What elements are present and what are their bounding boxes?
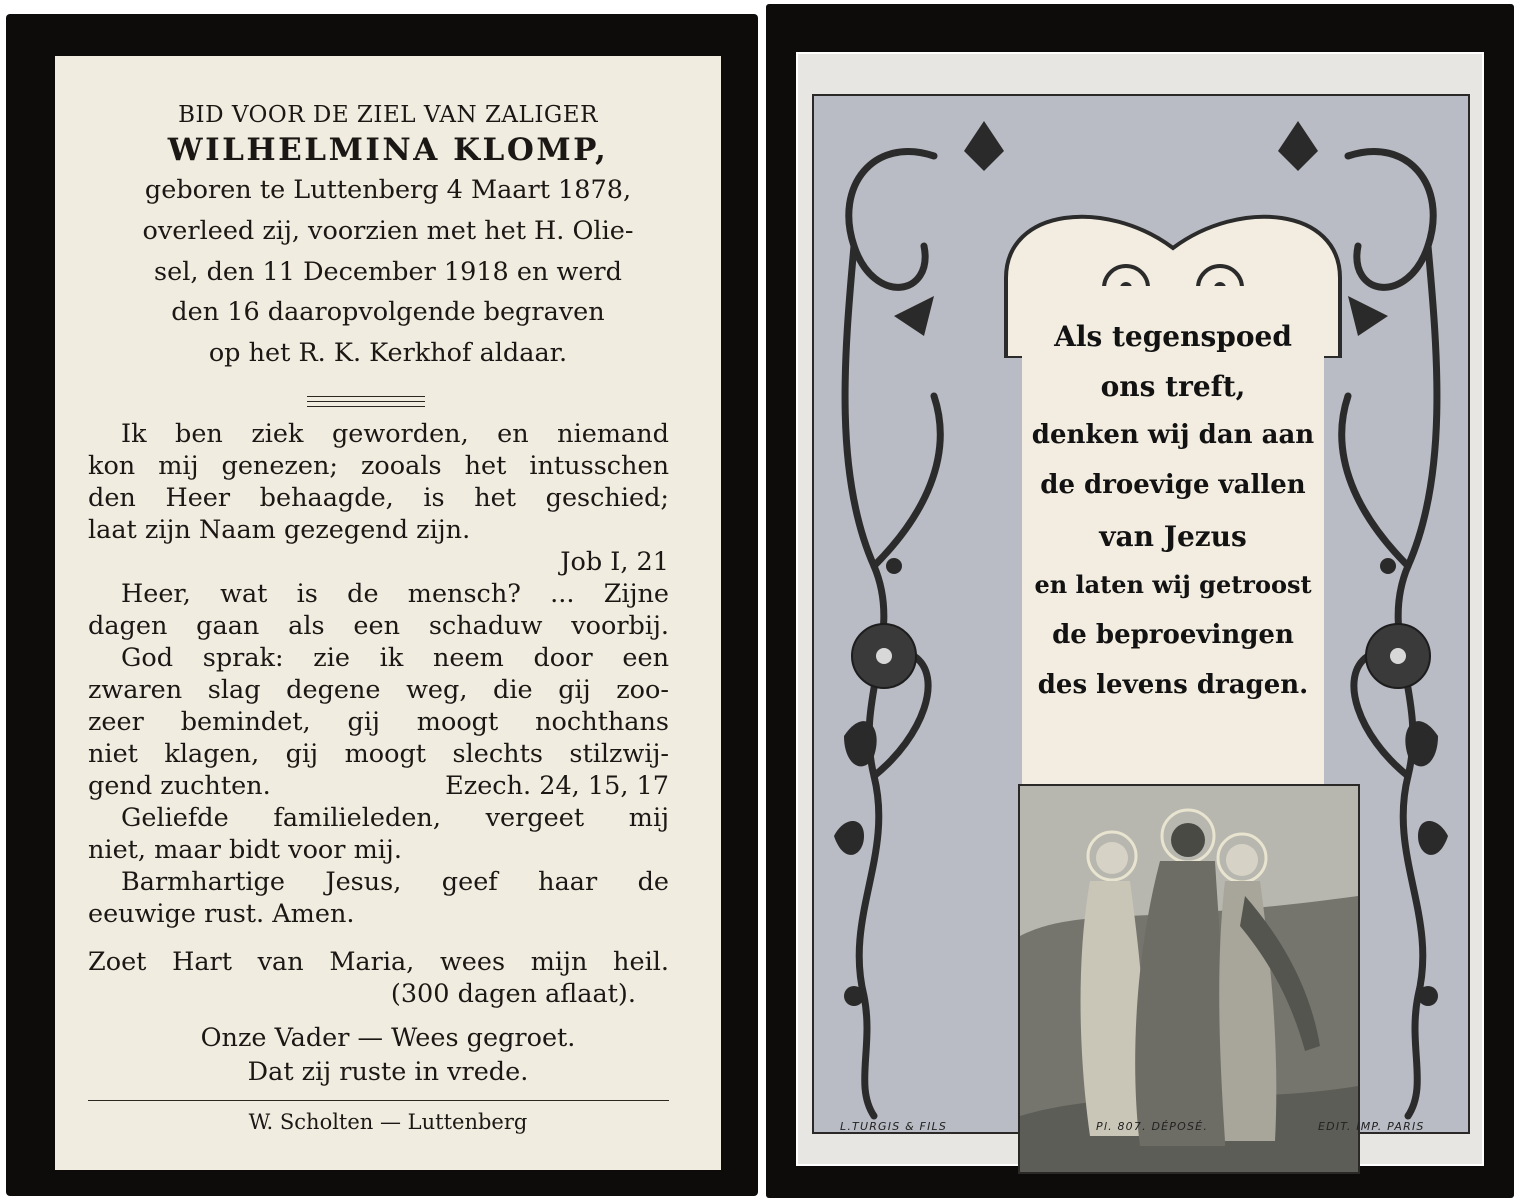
verse-line: van Jezus <box>1099 520 1247 553</box>
verse-line: Als tegenspoed <box>1054 320 1292 353</box>
verse-line: des levens dragen. <box>1037 670 1309 700</box>
memorial-card-image-side <box>766 4 1514 1198</box>
family-line: eeuwige rust. Amen. <box>88 899 355 929</box>
family-line: niet, maar bidt voor mij. <box>88 835 402 865</box>
footer-rule <box>88 1100 669 1101</box>
verse-line: laat zijn Naam gezegend zijn. <box>88 515 471 545</box>
holy-women-illustration <box>1018 784 1360 1174</box>
silver-frame <box>796 52 1484 1166</box>
maria-line: Zoet Hart van Maria, wees mijn heil. <box>88 947 669 977</box>
memorial-card-text-side <box>6 14 758 1196</box>
divider-rule <box>307 396 425 397</box>
plate-number: Pl. 807. DÉPOSÉ. <box>1096 1120 1209 1133</box>
prayer-line: zeer bemindet, gij moogt nochthans <box>88 707 669 737</box>
family-line: Geliefde familieleden, vergeet mij <box>121 803 669 833</box>
bio-line: den 16 daaropvolgende begraven <box>171 297 605 327</box>
prayer-line: zwaren slag degene weg, die gij zoo- <box>88 675 669 705</box>
printer-credit: W. Scholten — Luttenberg <box>248 1110 528 1134</box>
verse-line: den Heer behaagde, is het geschied; <box>88 483 669 513</box>
verse-line: de droevige vallen <box>1040 470 1306 500</box>
prayer-line: dagen gaan als een schaduw voorbij. <box>88 611 669 641</box>
card-heading: BID VOOR DE ZIEL VAN ZALIGER <box>178 102 598 128</box>
bio-line: op het R. K. Kerkhof aldaar. <box>208 338 568 368</box>
edition-credit: EDIT. IMP. PARIS <box>1318 1120 1425 1133</box>
bio-line: sel, den 11 December 1918 en werd <box>154 257 622 287</box>
ezech-reference: Ezech. 24, 15, 17 <box>445 771 669 801</box>
publisher-credit: L.TURGIS & FILS <box>840 1120 948 1133</box>
prayer-line: God sprak: zie ik neem door een <box>121 643 669 673</box>
verse-line: Ik ben ziek geworden, en niemand <box>121 419 669 449</box>
verse-line: en laten wij getroost <box>1034 570 1312 599</box>
prayer-line: gend zuchten. <box>88 771 271 801</box>
deceased-name: WILHELMINA KLOMP, <box>167 132 609 168</box>
divider-rule <box>307 406 425 407</box>
prayer-line: niet klagen, gij moogt slechts stilzwij- <box>88 739 669 769</box>
text-paper <box>55 56 721 1170</box>
prayer-line: Heer, wat is de mensch? ... Zijne <box>121 579 669 609</box>
verse-line: ons treft, <box>1100 370 1246 403</box>
indulgence-note: (300 dagen aflaat). <box>390 979 636 1009</box>
family-line: Barmhartige Jesus, geef haar de <box>121 867 669 897</box>
closing-prayer: Onze Vader — Wees gegroet. <box>200 1023 576 1053</box>
bio-line: geboren te Luttenberg 4 Maart 1878, <box>144 175 632 205</box>
bio-line: overleed zij, voorzien met het H. Olie- <box>142 216 634 246</box>
verse-line: de beproevingen <box>1052 620 1294 650</box>
closing-prayer: Dat zij ruste in vrede. <box>247 1057 529 1087</box>
verse-line: kon mij genezen; zooals het intusschen <box>88 451 669 481</box>
verse-reference: Job I, 21 <box>560 547 669 577</box>
divider-rule <box>307 401 425 402</box>
verse-line: denken wij dan aan <box>1031 420 1315 450</box>
